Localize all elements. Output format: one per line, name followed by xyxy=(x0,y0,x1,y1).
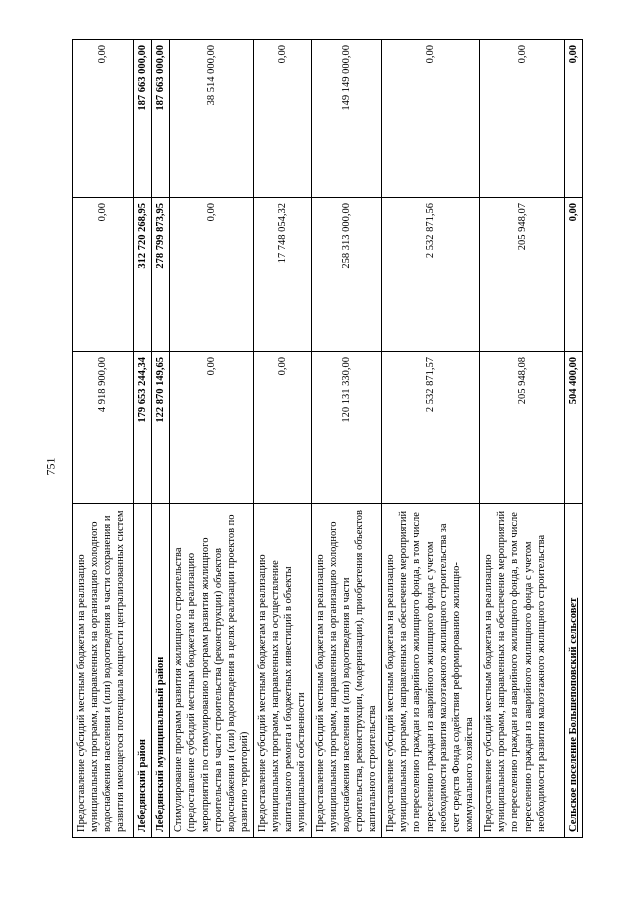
value-cell-3: 187 663 000,00 xyxy=(134,40,152,198)
value-cell-1: 120 131 330,00 xyxy=(311,352,382,504)
value-cell-3: 38 514 000,00 xyxy=(170,40,254,198)
table-row xyxy=(480,40,565,838)
table-row xyxy=(382,40,480,838)
row-description: Сельское поселение Большепоповский сельсовет xyxy=(565,504,583,838)
value-cell-3: 149 149 000,00 xyxy=(311,40,382,198)
table-row-settlement xyxy=(565,40,583,838)
value-cell-2: 312 720 268,95 xyxy=(134,198,152,352)
row-description: Стимулирование программ развития жилищного строительства (предоставление субсидий местным бюджетам на реализацию мероприятий по стимулированию программ развития жилищного строительства в части строительства (реконструкции) объектов водоснабжения и (или) водоотведения в целях реализации проектов по развитию территорий) xyxy=(170,504,254,838)
value-cell-3: 0,00 xyxy=(382,40,480,198)
row-description: Предоставление субсидий местным бюджетам на реализацию муниципальных программ, направленных на обеспечение мероприятий по переселению граждан из аварийного жилищного фонда, в том числе переселению граждан из аварийного жилищного фонда с учетом необходимости развития малоэтажного жилищного строительства xyxy=(480,504,565,838)
row-description: Лебедянский муниципальный район xyxy=(152,504,170,838)
value-cell-3: 0,00 xyxy=(480,40,565,198)
value-cell-3: 0,00 xyxy=(565,40,583,198)
table-row-district xyxy=(134,40,152,838)
value-cell-1: 179 653 244,34 xyxy=(134,352,152,504)
value-cell-2: 278 799 873,95 xyxy=(152,198,170,352)
value-cell-1: 0,00 xyxy=(254,352,312,504)
value-cell-1: 205 948,08 xyxy=(480,352,565,504)
table-row-municipal-district xyxy=(152,40,170,838)
table-row xyxy=(311,40,382,838)
value-cell-1: 0,00 xyxy=(170,352,254,504)
page-number: 751 xyxy=(43,457,58,475)
value-cell-2: 258 313 000,00 xyxy=(311,198,382,352)
table-row xyxy=(170,40,254,838)
value-cell-2: 0,00 xyxy=(170,198,254,352)
value-cell-2: 0,00 xyxy=(73,198,134,352)
table-row xyxy=(254,40,312,838)
value-cell-2: 0,00 xyxy=(565,198,583,352)
value-cell-3: 0,00 xyxy=(254,40,312,198)
budget-table xyxy=(72,39,583,838)
row-description: Предоставление субсидий местным бюджетам на реализацию муниципальных программ, направленных на организацию холодного водоснабжения населения и (или) водоотведения в части строительства, реконструкции, (модернизации), приобретения объектов капитального строительства xyxy=(311,504,382,838)
value-cell-1: 4 918 900,00 xyxy=(73,352,134,504)
value-cell-1: 122 870 149,65 xyxy=(152,352,170,504)
row-description: Лебедянский район xyxy=(134,504,152,838)
table-row xyxy=(73,40,134,838)
row-description: Предоставление субсидий местным бюджетам на реализацию муниципальных программ, направленных на осуществление капитального ремонта и бюджетных инвестиций в объекты муниципальной собственности xyxy=(254,504,312,838)
value-cell-3: 0,00 xyxy=(73,40,134,198)
row-description: Предоставление субсидий местным бюджетам на реализацию муниципальных программ, направленных на организацию холодного водоснабжения населения и (или) водоотведения в части сохранения и развития имеющегося потенциала мощности централизованных систем xyxy=(73,504,134,838)
value-cell-2: 2 532 871,56 xyxy=(382,198,480,352)
row-description: Предоставление субсидий местным бюджетам на реализацию муниципальных программ, направленных на обеспечение мероприятий по переселению граждан из аварийного жилищного фонда, в том числе переселению граждан из аварийного жилищного фонда с учетом необходимости развития малоэтажного жилищного строительства за счет средств Фонда содействия реформированию жилищно-коммунального хозяйства xyxy=(382,504,480,838)
budget-table-rotated xyxy=(72,40,578,838)
value-cell-1: 2 532 871,57 xyxy=(382,352,480,504)
value-cell-3: 187 663 000,00 xyxy=(152,40,170,198)
value-cell-2: 205 948,07 xyxy=(480,198,565,352)
value-cell-2: 17 748 054,32 xyxy=(254,198,312,352)
value-cell-1: 504 400,00 xyxy=(565,352,583,504)
